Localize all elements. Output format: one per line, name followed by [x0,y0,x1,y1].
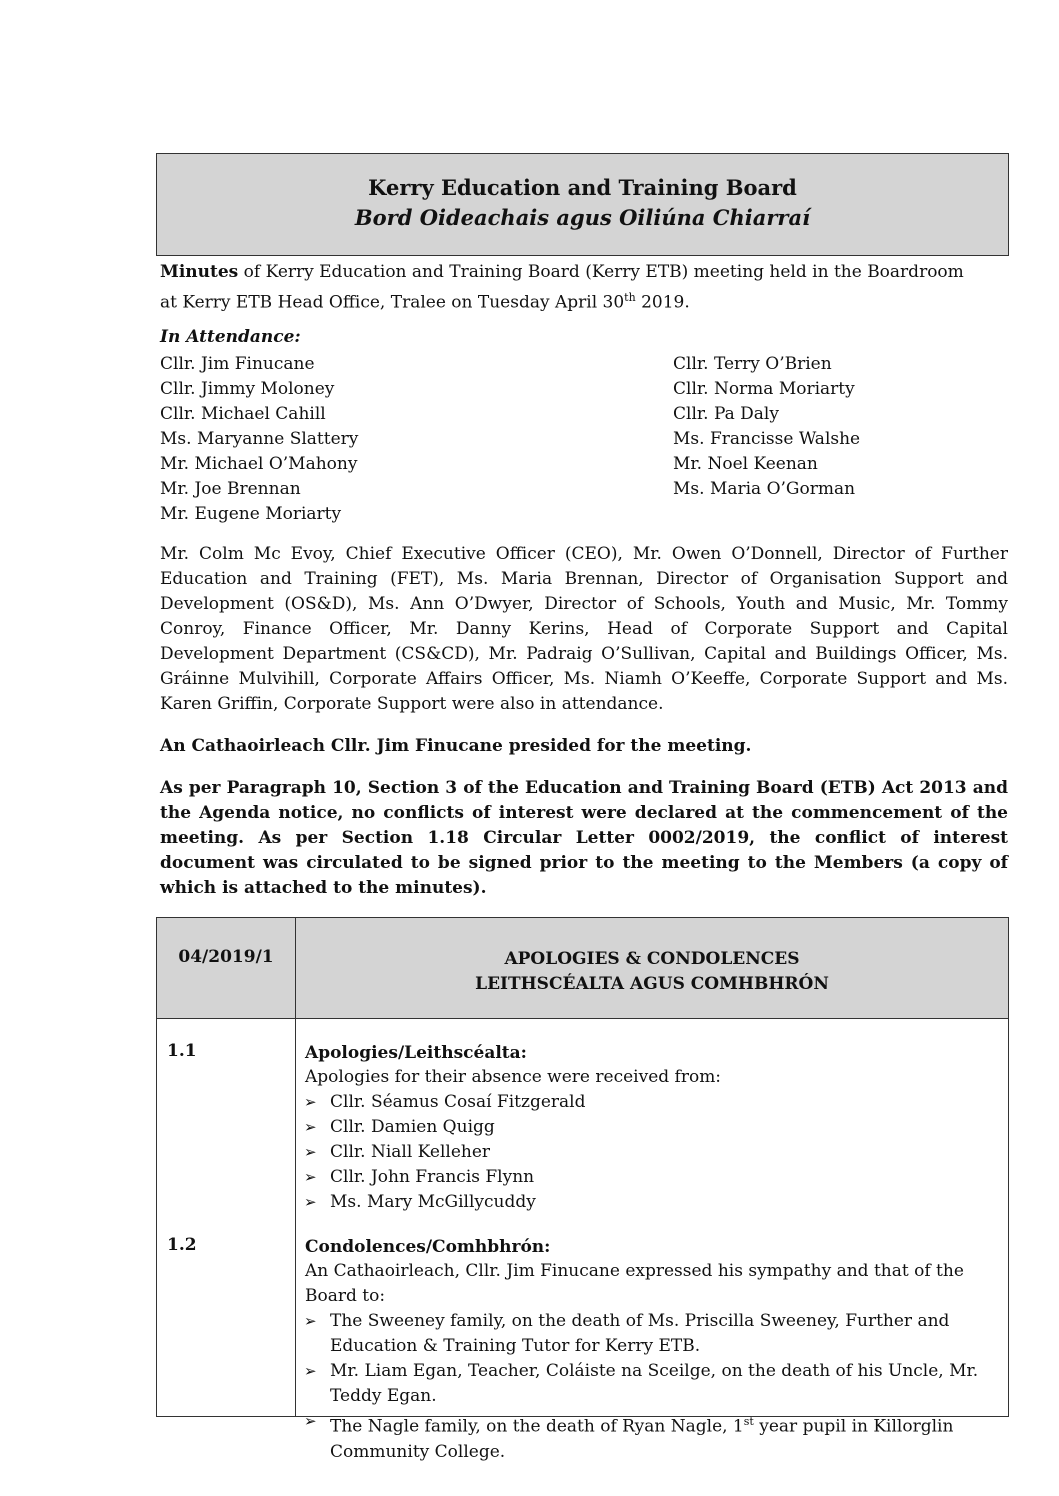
condolence-text: Education & Training Tutor for Kerry ETB. [330,1336,701,1356]
item-number-cell [157,1019,296,1417]
attendee: Cllr. Jimmy Moloney [160,379,335,399]
condolences-heading: Condolences/Comhbhrón: [305,1237,551,1257]
officers-line: Development (OS&D), Ms. Ann O’Dwyer, Director of Schools, Youth and Music, Mr. Tommy [160,594,1008,614]
apology-name: Cllr. Damien Quigg [330,1117,495,1137]
list-item [296,1090,996,1115]
apologies-intro: Apologies for their absence were received from: [305,1067,722,1087]
presided-statement: An Cathaoirleach Cllr. Jim Finucane presided for the meeting. [160,736,752,756]
condolence-text: The Nagle family, on the death of Ryan Nagle, 1 [330,1416,744,1437]
item-number: 1.2 [167,1235,197,1255]
officers-line: Development Department (CS&CD), Mr. Padraig O’Sullivan, Capital and Buildings Officer, Ms. [160,644,1008,664]
list-item [296,1359,1002,1409]
minutes-label: Minutes [160,262,239,282]
agenda-title-english: APOLOGIES & CONDOLENCES [504,949,800,969]
agenda-number: 04/2019/1 [157,918,296,1019]
arrow-bullet-icon: ➢ [304,1093,317,1111]
attendance-left-list [160,352,358,527]
attendee: Cllr. Pa Daly [673,404,779,424]
officers-line: Conroy, Finance Officer, Mr. Danny Kerins, Head of Corporate Support and Capital [160,619,1008,639]
agenda-table [156,917,1009,1462]
header-box [156,153,1009,256]
conflict-line: which is attached to the minutes). [160,878,487,898]
apology-name: Cllr. John Francis Flynn [330,1167,535,1187]
condolences-intro-line: An Cathaoirleach, Cllr. Jim Finucane expressed his sympathy and that of the [305,1261,964,1281]
condolence-text: Mr. Liam Egan, Teacher, Coláiste na Sceilge, on the death of his Uncle, Mr. [330,1361,979,1381]
conflict-line: As per Paragraph 10, Section 3 of the Education and Training Board (ETB) Act 2013 and [160,778,1008,798]
list-item [296,1165,996,1190]
arrow-bullet-icon: ➢ [304,1168,317,1186]
attendee: Cllr. Terry O’Brien [673,354,832,374]
ordinal-suffix: st [743,1415,754,1428]
list-item [296,1309,1002,1359]
agenda-title-irish: LEITHSCÉALTA AGUS COMHBHRÓN [475,974,829,994]
agenda-title-cell [296,918,1009,1019]
conflict-line: meeting. As per Section 1.18 Circular Letter 0002/2019, the conflict of interest [160,828,1008,848]
arrow-bullet-icon: ➢ [304,1193,317,1211]
officers-line: Education and Training (FET), Ms. Maria Brennan, Director of Organisation Support and [160,569,1008,589]
condolences-list [296,1309,1002,1462]
attendee: Mr. Michael O’Mahony [160,454,358,474]
apologies-list [296,1090,996,1215]
conflict-line: document was circulated to be signed prior to the meeting to the Members (a copy of [160,853,1008,873]
attendance-right-list [673,352,860,502]
agenda-header-row [157,918,1009,1019]
board-title: Kerry Education and Training Board [368,175,797,200]
list-item [296,1409,1002,1462]
intro-year: 2019. [635,292,690,313]
board-title-irish: Bord Oideachais agus Oiliúna Chiarraí [354,205,811,230]
date-suffix: th [624,291,636,304]
condolences-intro-line: Board to: [305,1286,386,1306]
arrow-bullet-icon: ➢ [304,1143,317,1161]
officers-paragraph [160,542,1008,717]
attendance-heading: In Attendance: [160,327,301,347]
apologies-heading: Apologies/Leithscéalta: [305,1043,527,1063]
arrow-bullet-icon: ➢ [304,1412,317,1430]
attendee: Mr. Noel Keenan [673,454,818,474]
item-number: 1.1 [167,1041,197,1061]
officers-line: Gráinne Mulvihill, Corporate Affairs Officer, Ms. Niamh O’Keeffe, Corporate Support and Ms. [160,669,1008,689]
apology-name: Cllr. Séamus Cosaí Fitzgerald [330,1092,586,1112]
condolence-text: Teddy Egan. [330,1386,437,1406]
arrow-bullet-icon: ➢ [304,1362,317,1380]
attendee: Cllr. Jim Finucane [160,354,315,374]
conflict-paragraph [160,776,1008,901]
condolences-intro [305,1259,964,1309]
attendee: Cllr. Michael Cahill [160,404,326,424]
list-item [296,1190,996,1215]
apology-name: Ms. Mary McGillycuddy [330,1192,536,1212]
agenda-body-row [157,1019,1009,1417]
attendee: Mr. Joe Brennan [160,479,301,499]
officers-line: Mr. Colm Mc Evoy, Chief Executive Officer (CEO), Mr. Owen O’Donnell, Director of Further [160,544,1008,564]
conflict-line: the Agenda notice, no conflicts of interest were declared at the commencement of the [160,803,1008,823]
list-item [296,1115,996,1140]
attendee: Cllr. Norma Moriarty [673,379,855,399]
item-content-cell [296,1019,1009,1462]
officers-line: Karen Griffin, Corporate Support were also in attendance. [160,694,664,714]
condolence-text: year pupil in Killorglin [753,1416,954,1437]
attendee: Ms. Francisse Walshe [673,429,861,449]
arrow-bullet-icon: ➢ [304,1118,317,1136]
arrow-bullet-icon: ➢ [304,1312,317,1330]
attendee: Ms. Maryanne Slattery [160,429,359,449]
apology-name: Cllr. Niall Kelleher [330,1142,491,1162]
intro-paragraph [160,260,1010,316]
attendee: Mr. Eugene Moriarty [160,504,342,524]
condolence-text: The Sweeney family, on the death of Ms. Priscilla Sweeney, Further and [330,1311,950,1331]
intro-line-1: of Kerry Education and Training Board (Kerry ETB) meeting held in the Boardroom [238,262,964,282]
intro-line-2: at Kerry ETB Head Office, Tralee on Tuesday April 30 [160,292,625,313]
list-item [296,1140,996,1165]
condolence-text: Community College. [330,1441,506,1462]
attendee: Ms. Maria O’Gorman [673,479,856,499]
